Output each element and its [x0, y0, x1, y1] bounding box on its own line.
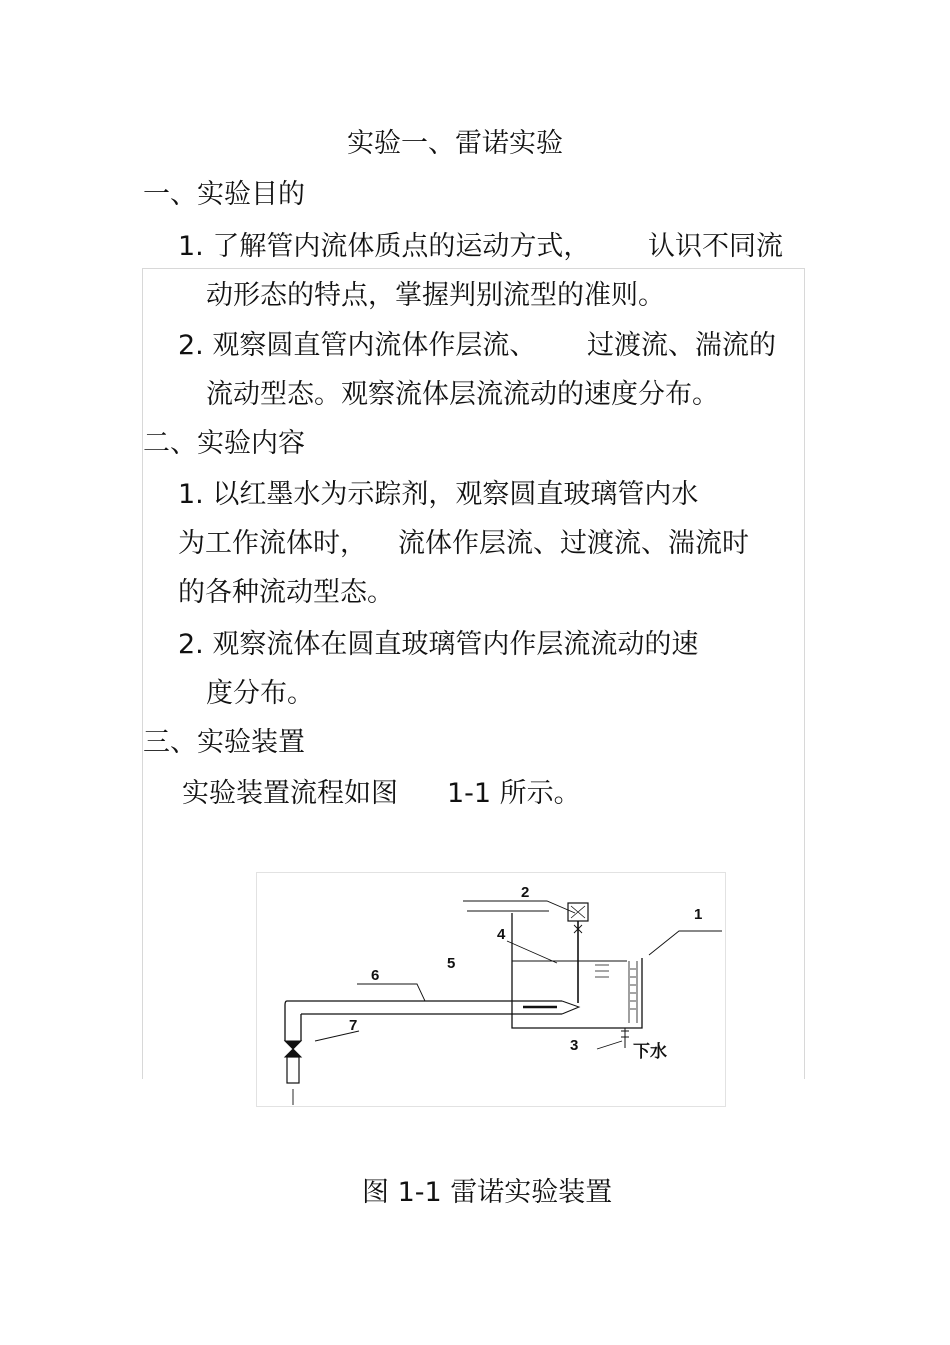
section-heading-content: 二、实验内容: [143, 428, 305, 459]
section-heading-apparatus: 三、实验装置: [143, 727, 305, 758]
objective-1-line1: 1. 了解管内流体质点的运动方式，: [178, 231, 591, 262]
label-4: 4: [497, 926, 506, 943]
apparatus-intro-a: 实验装置流程如图: [182, 778, 398, 809]
figure-caption: 图 1-1 雷诺实验装置: [362, 1177, 613, 1208]
label-7: 7: [349, 1017, 358, 1034]
label-1: 1: [694, 906, 703, 923]
content-1-line3: 的各种流动型态。: [178, 577, 394, 608]
drain-pipe: [621, 1028, 629, 1048]
content-2-line1: 2. 观察流体在圆直玻璃管内作层流流动的速: [178, 629, 699, 660]
label-5: 5: [447, 955, 456, 972]
drain-label: 下水: [633, 1042, 667, 1062]
glass-tube: [287, 1001, 562, 1014]
content-1-line2b: 流体作层流、过渡流、湍流时: [398, 528, 749, 559]
page-title: 实验一、雷诺实验: [347, 128, 563, 159]
objective-2-line1-tail: 过渡流、湍流的: [587, 330, 776, 361]
objective-1-line2: 动形态的特点，掌握判别流型的准则。: [206, 280, 665, 311]
section-heading-objectives: 一、实验目的: [143, 179, 305, 210]
outlet-valve: [285, 1041, 301, 1057]
content-2-line2: 度分布。: [206, 678, 314, 709]
label-3: 3: [570, 1037, 579, 1054]
content-1-line2a: 为工作流体时，: [178, 528, 367, 559]
objective-2-line2: 流动型态。观察流体层流流动的速度分布。: [206, 379, 719, 410]
apparatus-diagram: [257, 873, 725, 1106]
content-1-line1: 1. 以红墨水为示踪剂，观察圆直玻璃管内水: [178, 479, 699, 510]
objective-1-line1-tail: 认识不同流: [648, 231, 783, 262]
apparatus-figure: [256, 872, 726, 1107]
objective-2-line1: 2. 观察圆直管内流体作层流、: [178, 330, 537, 361]
label-2: 2: [521, 884, 530, 901]
apparatus-intro-b: 1-1 所示。: [447, 778, 581, 809]
label-6: 6: [371, 967, 380, 984]
